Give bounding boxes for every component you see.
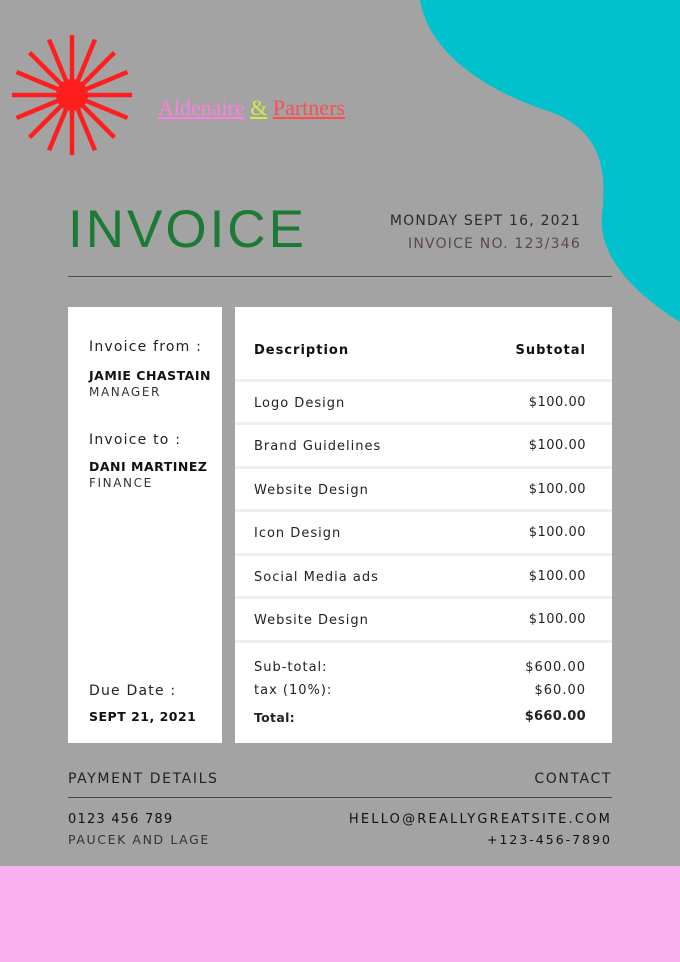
table-row bbox=[235, 553, 612, 596]
table-row bbox=[235, 466, 612, 509]
row-divider bbox=[235, 640, 612, 643]
invoice-title: INVOICE bbox=[68, 200, 307, 259]
due-date-value: SEPT 21, 2021 bbox=[89, 709, 197, 724]
due-date-label: Due Date : bbox=[89, 683, 177, 699]
item-description: Website Design bbox=[254, 483, 369, 498]
brand-name-part2: Partners bbox=[272, 95, 345, 120]
invoice-to-label: Invoice to : bbox=[89, 432, 182, 448]
contact-heading: CONTACT bbox=[534, 771, 612, 787]
footer-divider bbox=[68, 797, 612, 798]
row-divider bbox=[235, 509, 612, 512]
from-name: JAMIE CHASTAIN bbox=[89, 368, 211, 383]
brand-name-part1: Aldenaire bbox=[158, 95, 245, 120]
item-amount: $100.00 bbox=[528, 482, 586, 497]
description-header: Description bbox=[254, 343, 350, 358]
table-row bbox=[235, 422, 612, 465]
contact-phone[interactable]: +123-456-7890 bbox=[486, 832, 612, 847]
contact-email[interactable]: HELLO@REALLYGREATSITE.COM bbox=[348, 812, 612, 827]
item-amount: $100.00 bbox=[528, 569, 586, 584]
totals-divider bbox=[235, 640, 612, 643]
invoice-from-label: Invoice from : bbox=[89, 339, 203, 355]
bank-name: PAUCEK AND LAGE bbox=[68, 832, 210, 847]
invoice-number: INVOICE NO. 123/346 bbox=[408, 236, 581, 252]
tax-label: tax (10%): bbox=[254, 683, 333, 698]
row-divider bbox=[235, 422, 612, 425]
row-divider bbox=[235, 596, 612, 599]
item-description: Website Design bbox=[254, 613, 369, 628]
row-divider bbox=[235, 379, 612, 382]
to-name: DANI MARTINEZ bbox=[89, 459, 208, 474]
subtotal-label: Sub-total: bbox=[254, 660, 328, 675]
table-row bbox=[235, 596, 612, 639]
brand-name bbox=[158, 95, 345, 121]
row-divider bbox=[235, 553, 612, 556]
items-table bbox=[235, 307, 612, 743]
parties-card bbox=[68, 307, 222, 743]
subtotal-value: $600.00 bbox=[525, 660, 586, 675]
item-description: Logo Design bbox=[254, 396, 346, 411]
total-value: $660.00 bbox=[524, 709, 586, 724]
item-amount: $100.00 bbox=[528, 395, 586, 410]
from-role: MANAGER bbox=[89, 385, 161, 399]
tax-value: $60.00 bbox=[534, 683, 586, 698]
item-amount: $100.00 bbox=[528, 612, 586, 627]
sunburst-logo-icon bbox=[10, 33, 134, 157]
account-number: 0123 456 789 bbox=[68, 812, 174, 827]
invoice-date: MONDAY SEPT 16, 2021 bbox=[389, 213, 581, 229]
brand-ampersand: & bbox=[250, 95, 268, 120]
payment-details-heading: PAYMENT DETAILS bbox=[68, 771, 219, 787]
table-row bbox=[235, 379, 612, 422]
total-label: Total: bbox=[254, 710, 295, 725]
to-role: FINANCE bbox=[89, 476, 153, 490]
item-description: Icon Design bbox=[254, 526, 342, 541]
pink-footer-band bbox=[0, 866, 680, 962]
row-divider bbox=[235, 466, 612, 469]
item-description: Social Media ads bbox=[254, 570, 379, 585]
item-amount: $100.00 bbox=[528, 525, 586, 540]
item-description: Brand Guidelines bbox=[254, 439, 382, 454]
table-row bbox=[235, 509, 612, 552]
sunburst-center bbox=[56, 79, 88, 111]
header-divider bbox=[68, 276, 612, 277]
item-amount: $100.00 bbox=[528, 438, 586, 453]
subtotal-header: Subtotal bbox=[515, 343, 586, 358]
